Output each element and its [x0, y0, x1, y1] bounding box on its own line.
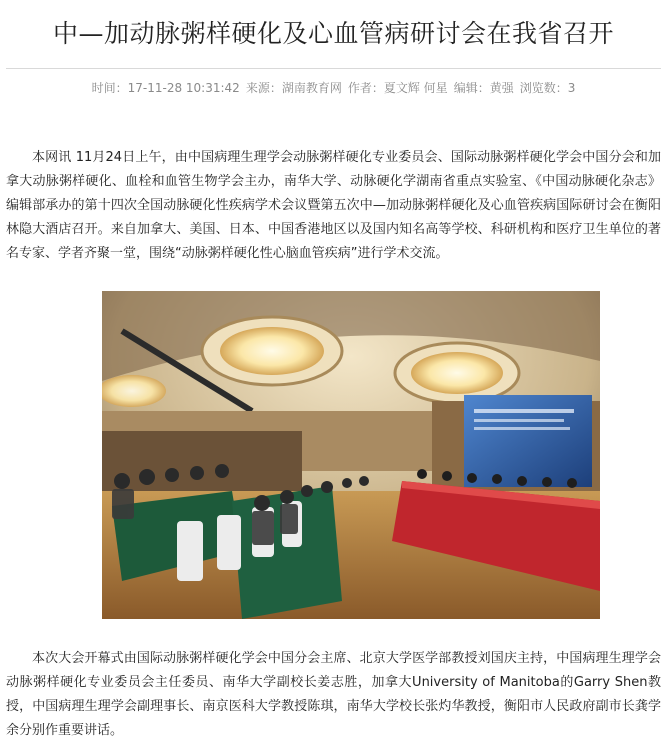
conference-photo [102, 291, 600, 619]
views-label: 浏览数： [519, 81, 568, 95]
article-paragraph-1: 本网讯 11月24日上午，由中国病理生理学会动脉粥样硬化专业委员会、国际动脉粥样硬化学会中国分会和加拿大动脉粥样硬化、血栓和血管生物学会主办，南华大学、动脉硬化学湖南省重点实验室、《中国动脉硬化杂志》编辑部承办的第十四次全国动脉硬化性疾病学术会议暨第五次中—加动脉粥样硬化及心血管疾病国际研讨会在衡阳林隐大酒店召开。来自加拿大、美国、日本、中国香港地区以及国内知名高等学校、科研机构和医疗卫生单位的著名专家、学者齐聚一堂，围绕“动脉粥样硬化性心脑血管疾病”进行学术交流。 [6, 150, 661, 261]
author-label: 作者： [347, 81, 384, 95]
author-value: 夏文辉 何星 [383, 81, 448, 95]
article-paragraph-2: 本次大会开幕式由国际动脉粥样硬化学会中国分会主席、北京大学医学部教授刘国庆主持，中国病理生理学会动脉粥样硬化专业委员会主任委员、南华大学副校长姜志胜，加拿大University of Manitoba的Garry Shen教授，中国病理生理学会副理事长、南京医科大学教授陈琪，南华大学校长张灼华教授，衡阳市人民政府副市长龚学余分别作重要讲话。 [6, 651, 661, 738]
views-count: 3 [567, 81, 576, 95]
article-title: 中—加动脉粥样硬化及心血管病研讨会在我省召开 [52, 19, 614, 48]
title-divider [6, 68, 661, 69]
source-label: 来源： [245, 81, 282, 95]
editor-label: 编辑： [453, 81, 490, 95]
conference-photo-drawing [102, 291, 600, 619]
article-meta [0, 79, 667, 96]
editor-value: 黄强 [489, 81, 514, 95]
time-label: 时间： [91, 81, 128, 95]
source-link[interactable]: 湖南教育网 [281, 81, 342, 95]
time-value: 17-11-28 10:31:42 [127, 81, 240, 95]
